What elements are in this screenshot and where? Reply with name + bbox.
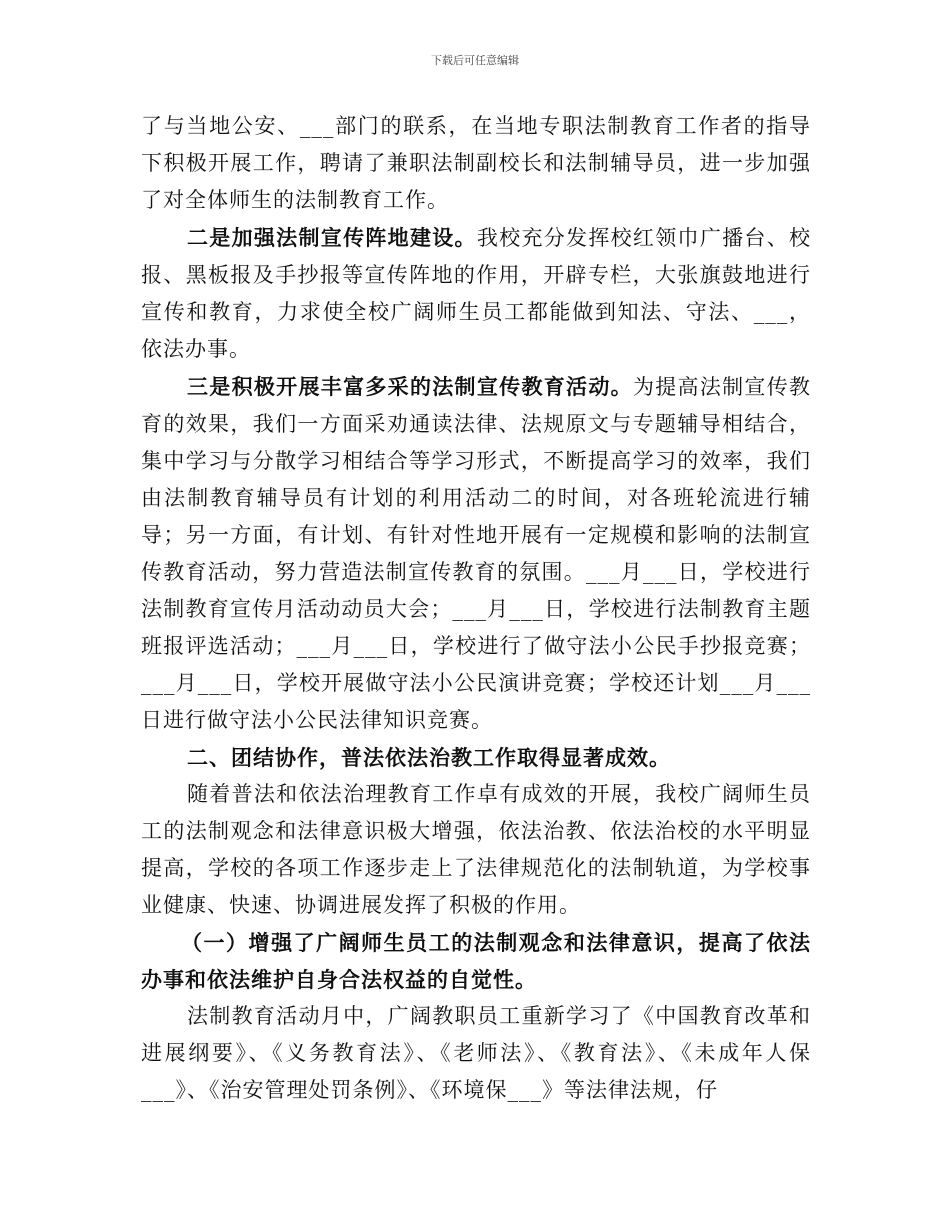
- paragraph-4: 随着普法和依法治理教育工作卓有成效的开展，我校广阔师生员工的法制观念和法律意识极大增强，依法治教、依法治校的水平明显提高，学校的各项工作逐步走上了法律规范化的法制轨道，为学校事业健康、快速、协调进展发挥了积极的作用。: [141, 782, 811, 917]
- paragraph-2: [141, 219, 811, 368]
- paragraph-3: [141, 368, 811, 739]
- paragraph-3-lead: 三是积极开展丰富多采的法制宣传教育活动。: [187, 374, 633, 399]
- paragraph-1: 了与当地公安、___部门的联系，在当地专职法制教育工作者的指导下积极开展工作，聘请了兼职法制副校长和法制辅导员，进一步加强了对全体师生的法制教育工作。: [141, 114, 811, 212]
- subsection-heading-1: （一）增强了广阔师生员工的法制观念和法律意识，提高了依法办事和依法维护自身合法权益的自觉性。: [141, 930, 811, 992]
- paragraph-3-text: 为提高法制宣传教育的效果，我们一方面采劝通读法律、法规原文与专题辅导相结合，集中学习与分散学习相结合等学习形式，不断提高学习的效率，我们由法制教育辅导员有计划的利用活动二的时间，对各班轮流进行辅导；另一方面，有计划、有针对性地开展有一定规模和影响的法制宣传教育活动，努力营造法制宣传教育的氛围。___月___日，学校进行法制教育宣传月活动动员大会；___月___日，学校进行法制教育主题班报评选活动；___月___日，学校进行了做守法小公民手抄报竞赛；___月___日，学校开展做守法小公民演讲竞赛；学校还计划___月___日进行做守法小公民法律知识竞赛。: [141, 375, 812, 732]
- paragraph-5: 法制教育活动月中，广阔教职员工重新学习了《中国教育改革和进展纲要》、《义务教育法》、《老师法》、《教育法》、《未成年人保___》、《治安管理处罚条例》、《环境保___》等法律法规，仔: [141, 1004, 811, 1102]
- section-heading-2: 二、团结协作，普法依法治教工作取得显著成效。: [187, 745, 671, 770]
- document-body: [141, 108, 811, 1109]
- paragraph-2-text: 我校充分发挥校红领巾广播台、校报、黑板报及手抄报等宣传阵地的作用，开辟专栏，大张旗鼓地进行宣传和教育，力求使全校广阔师生员工都能做到知法、守法、___，依法办事。: [141, 226, 812, 361]
- page-header-note: 下载后可任意编辑: [431, 54, 519, 67]
- paragraph-2-lead: 二是加强法制宣传阵地建设。: [187, 225, 477, 250]
